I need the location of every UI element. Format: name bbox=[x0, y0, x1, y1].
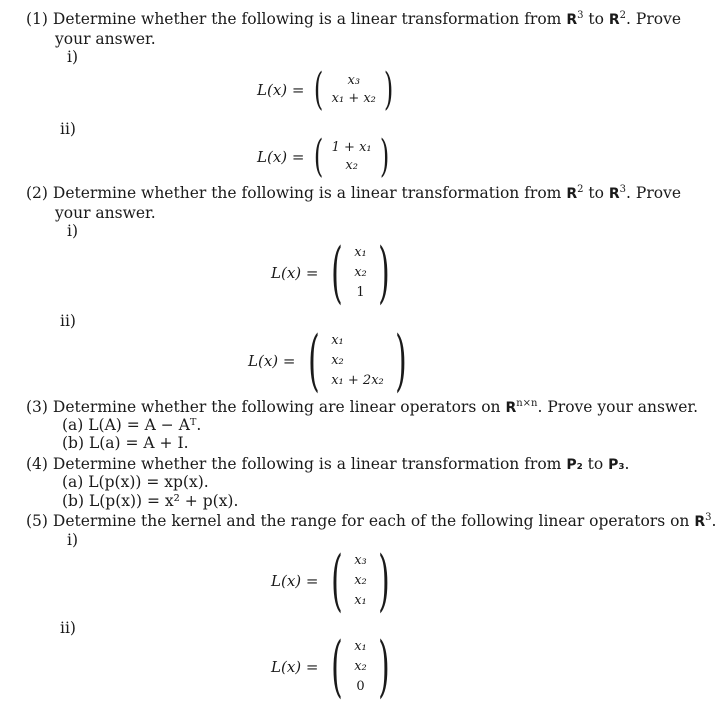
right-paren: ) bbox=[377, 542, 390, 619]
vector-entry: x₃ bbox=[354, 553, 367, 568]
vector-entry: 1 + x₁ bbox=[331, 140, 372, 155]
vector bbox=[350, 551, 371, 611]
problem-1-eq-i bbox=[257, 66, 397, 114]
right-paren: ) bbox=[394, 322, 407, 399]
left-paren: ( bbox=[331, 542, 344, 619]
set-space: R bbox=[505, 400, 517, 416]
problem-2-eq-ii bbox=[248, 322, 413, 399]
problem-3-text-after: . Prove your answer. bbox=[537, 398, 699, 416]
problem-5-part-ii: ii) bbox=[60, 619, 76, 637]
vector-entry: x₂ bbox=[354, 573, 367, 588]
problem-4-part-a: (a) L(p(x)) = xp(x). bbox=[62, 473, 209, 491]
problem-3-statement bbox=[26, 398, 698, 417]
problem-2-part-ii: ii) bbox=[60, 312, 76, 330]
set-space-exp: n×n bbox=[516, 397, 538, 409]
problem-4-part-b: (b) L(p(x)) = x² + p(x). bbox=[62, 492, 239, 510]
problem-5-text: Determine the kernel and the range for each of the following linear operators on bbox=[52, 512, 695, 530]
vector bbox=[327, 331, 388, 391]
vector-entry: x₁ + x₂ bbox=[331, 91, 376, 106]
problem-1-text-line2: your answer. bbox=[55, 30, 156, 48]
eq-lhs: L(x) = bbox=[271, 658, 319, 676]
set-from-exp: 2 bbox=[577, 183, 584, 195]
set-from-exp: 3 bbox=[577, 9, 584, 21]
problem-4-statement bbox=[26, 455, 629, 474]
problem-3-number: (3) bbox=[26, 398, 48, 416]
problem-4-number: (4) bbox=[26, 455, 48, 473]
problem-1-number: (1) bbox=[26, 10, 48, 28]
eq-lhs: L(x) = bbox=[248, 352, 296, 370]
left-paren: ( bbox=[308, 322, 321, 399]
set-to: R bbox=[608, 186, 620, 202]
set-from: R bbox=[566, 12, 578, 28]
vector-entry: x₁ bbox=[354, 245, 367, 260]
vector-entry: 0 bbox=[356, 679, 365, 694]
right-paren: ) bbox=[377, 234, 390, 311]
problem-2-text: Determine whether the following is a linear transformation from bbox=[52, 184, 567, 202]
set-from: R bbox=[566, 186, 578, 202]
vector-entry: x₁ bbox=[354, 639, 367, 654]
left-paren: ( bbox=[331, 628, 344, 705]
problem-2-text-after: . Prove bbox=[626, 184, 682, 202]
problem-3-part-b: (b) L(a) = A + I. bbox=[62, 434, 189, 452]
problem-1-eq-ii bbox=[257, 131, 393, 182]
vector-entry: x₁ bbox=[354, 593, 367, 608]
right-paren: ) bbox=[377, 628, 390, 705]
problem-2-eq-i bbox=[271, 234, 397, 311]
to-word: to bbox=[583, 184, 609, 202]
problem-4-text-after: . bbox=[624, 455, 630, 473]
problem-3-text: Determine whether the following are linear operators on bbox=[52, 398, 506, 416]
to-word: to bbox=[583, 10, 609, 28]
problem-5-statement bbox=[26, 512, 716, 531]
space-to: P₃ bbox=[608, 457, 625, 473]
set-space-exp: 3 bbox=[705, 511, 712, 523]
problem-1-text: Determine whether the following is a linear transformation from bbox=[52, 10, 567, 28]
problem-4-text: Determine whether the following is a linear transformation from bbox=[52, 455, 567, 473]
right-paren: ) bbox=[383, 64, 394, 115]
vector-entry: x₂ bbox=[345, 158, 358, 173]
vector-entry: x₂ bbox=[331, 353, 344, 368]
vector-entry: x₁ + 2x₂ bbox=[331, 373, 384, 388]
problem-5-text-after: . bbox=[711, 512, 716, 530]
problem-2-number: (2) bbox=[26, 184, 48, 202]
eq-lhs: L(x) = bbox=[257, 148, 305, 166]
space-from: P₂ bbox=[566, 457, 583, 473]
eq-lhs: L(x) = bbox=[271, 572, 319, 590]
set-to-exp: 3 bbox=[619, 183, 627, 195]
set-to-exp: 2 bbox=[619, 9, 627, 21]
vector-entry: x₂ bbox=[354, 659, 367, 674]
problem-1-text-after: . Prove bbox=[626, 10, 682, 28]
problem-5-number: (5) bbox=[26, 512, 48, 530]
problem-1-part-i: i) bbox=[67, 48, 79, 66]
problem-5-part-i: i) bbox=[67, 531, 79, 549]
vector bbox=[328, 72, 380, 108]
vector-entry: x₁ bbox=[331, 333, 344, 348]
left-paren: ( bbox=[314, 64, 324, 115]
left-paren: ( bbox=[314, 131, 324, 182]
vector bbox=[328, 139, 376, 175]
eq-lhs: L(x) = bbox=[257, 81, 305, 99]
left-paren: ( bbox=[331, 234, 344, 311]
set-to: R bbox=[608, 12, 620, 28]
eq-lhs: L(x) = bbox=[271, 264, 319, 282]
vector bbox=[350, 243, 371, 303]
problem-3-part-a: (a) L(A) = A − Aᵀ. bbox=[62, 416, 202, 434]
problem-1-part-ii: ii) bbox=[60, 120, 76, 138]
problem-5-eq-i bbox=[271, 542, 397, 619]
problem-2-statement bbox=[26, 184, 681, 203]
problem-1-statement bbox=[26, 10, 681, 29]
problem-2-part-i: i) bbox=[67, 222, 79, 240]
right-paren: ) bbox=[379, 131, 389, 182]
vector-entry: 1 bbox=[356, 285, 365, 300]
problem-2-text-line2: your answer. bbox=[55, 204, 156, 222]
vector-entry: x₂ bbox=[354, 265, 367, 280]
problem-5-eq-ii bbox=[271, 628, 397, 705]
to-word: to bbox=[582, 455, 609, 473]
set-space: R bbox=[694, 514, 706, 530]
vector bbox=[350, 637, 371, 697]
vector-entry: x₃ bbox=[347, 73, 361, 88]
